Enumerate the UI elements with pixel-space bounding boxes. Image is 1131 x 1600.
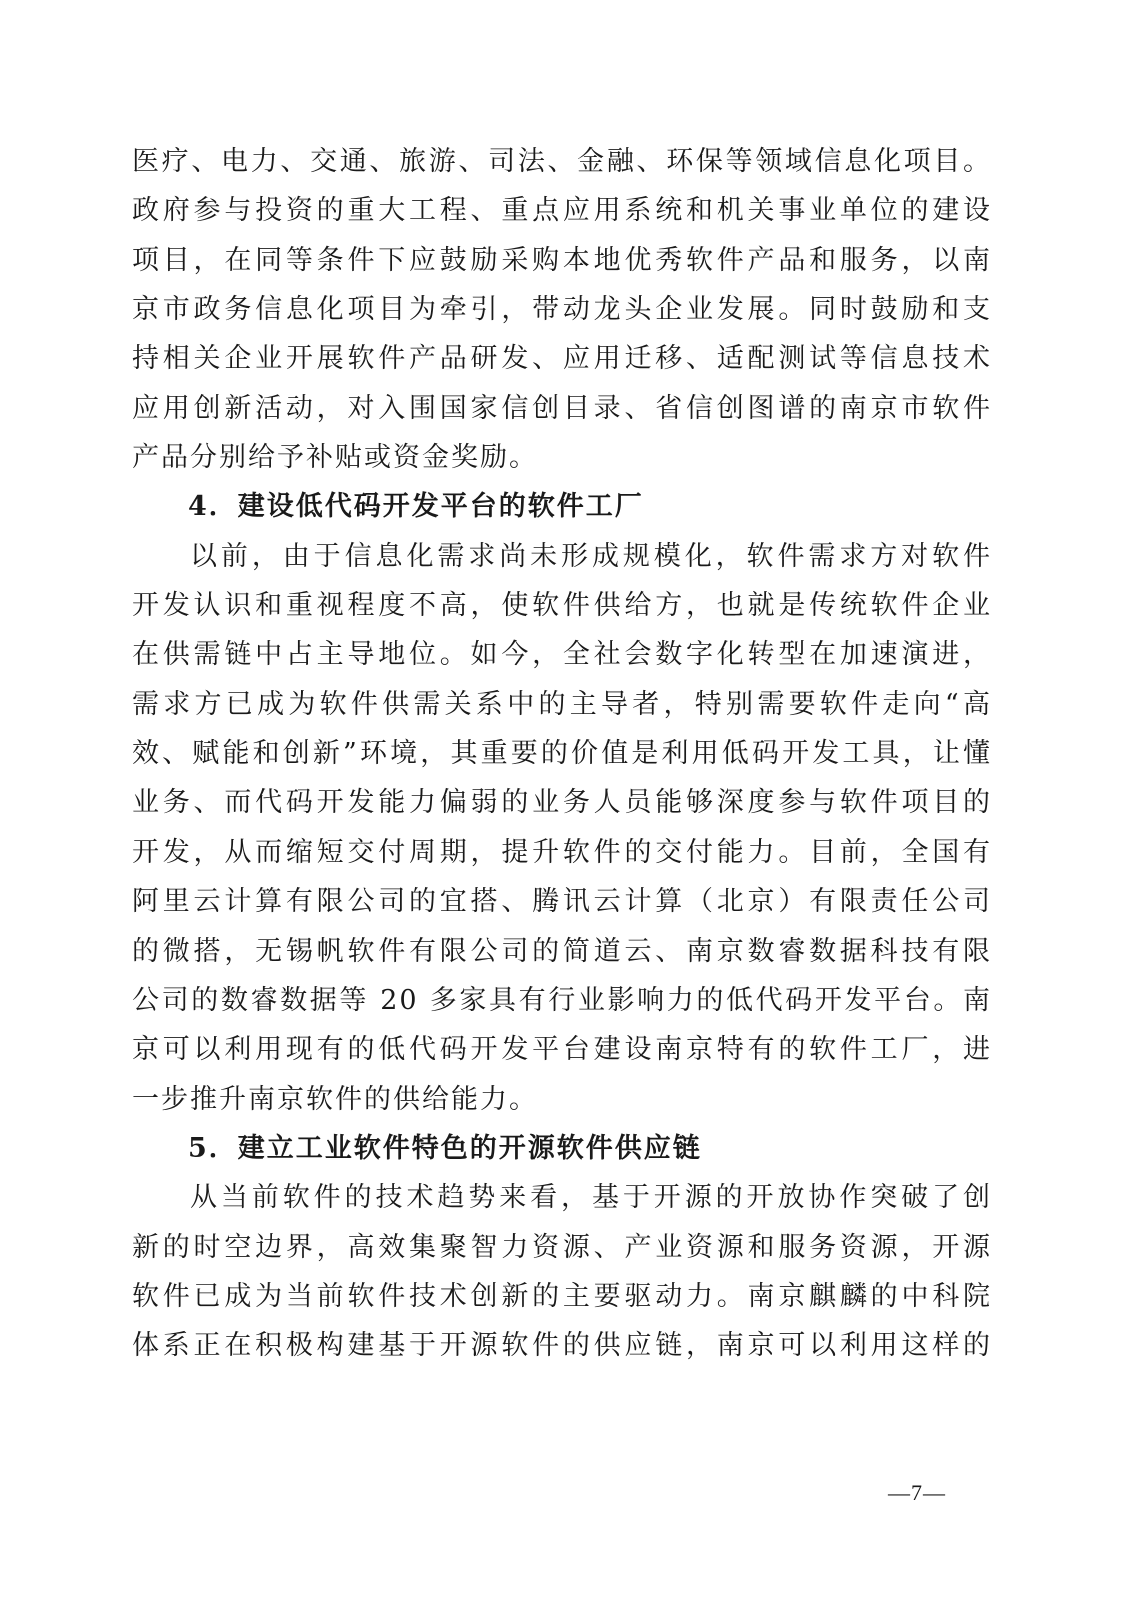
text-line: 京市政务信息化项目为牵引，带动龙头企业发展。同时鼓励和支: [132, 294, 992, 326]
text-line: 效、赋能和创新”环境，其重要的价值是利用低码开发工具，让懂: [132, 738, 992, 770]
body-text: [132, 137, 992, 1371]
text-line: 产品分别给予补贴或资金奖励。: [132, 442, 538, 474]
section-heading-5: 5．建立工业软件特色的开源软件供应链: [188, 1132, 702, 1164]
text-line: 的微搭，无锡帆软件有限公司的简道云、南京数睿数据科技有限: [132, 935, 992, 967]
text-line: 从当前软件的技术趋势来看，基于开源的开放协作突破了创: [190, 1182, 992, 1214]
text-line: 需求方已成为软件供需关系中的主导者，特别需要软件走向“高: [132, 688, 992, 720]
text-line: 业务、而代码开发能力偏弱的业务人员能够深度参与软件项目的: [132, 787, 992, 819]
text-line: 软件已成为当前软件技术创新的主要驱动力。南京麒麟的中科院: [132, 1280, 992, 1312]
text-line: 项目，在同等条件下应鼓励采购本地优秀软件产品和服务，以南: [132, 244, 992, 276]
paragraph-2: [132, 532, 992, 1124]
text-line: 开发认识和重视程度不高，使软件供给方，也就是传统软件企业: [132, 590, 992, 622]
text-line: 一步推升南京软件的供给能力。: [132, 1083, 538, 1115]
text-line: 持相关企业开展软件产品研发、应用迁移、适配测试等信息技术: [132, 343, 992, 375]
page-number: —7—: [888, 1480, 946, 1505]
paragraph-1: [132, 137, 992, 482]
text-line: 阿里云计算有限公司的宜搭、腾讯云计算（北京）有限责任公司: [132, 886, 992, 918]
text-line: 公司的数睿数据等 20 多家具有行业影响力的低代码开发平台。南: [132, 984, 992, 1016]
section-heading-4: 4．建设低代码开发平台的软件工厂: [188, 491, 644, 523]
text-line: 开发，从而缩短交付周期，提升软件的交付能力。目前，全国有: [132, 836, 992, 868]
text-line: 体系正在积极构建基于开源软件的供应链，南京可以利用这样的: [132, 1330, 992, 1362]
text-line: 政府参与投资的重大工程、重点应用系统和机关事业单位的建设: [132, 195, 992, 227]
text-line: 应用创新活动，对入围国家信创目录、省信创图谱的南京市软件: [132, 392, 992, 424]
text-line: 以前，由于信息化需求尚未形成规模化，软件需求方对软件: [190, 540, 992, 572]
text-line: 医疗、电力、交通、旅游、司法、金融、环保等领域信息化项目。: [132, 146, 992, 177]
text-line: 在供需链中占主导地位。如今，全社会数字化转型在加速演进，: [132, 639, 992, 671]
text-line: 新的时空边界，高效集聚智力资源、产业资源和服务资源，开源: [132, 1231, 992, 1263]
paragraph-3: [132, 1173, 992, 1370]
text-line: 京可以利用现有的低代码开发平台建设南京特有的软件工厂，进: [132, 1034, 992, 1066]
